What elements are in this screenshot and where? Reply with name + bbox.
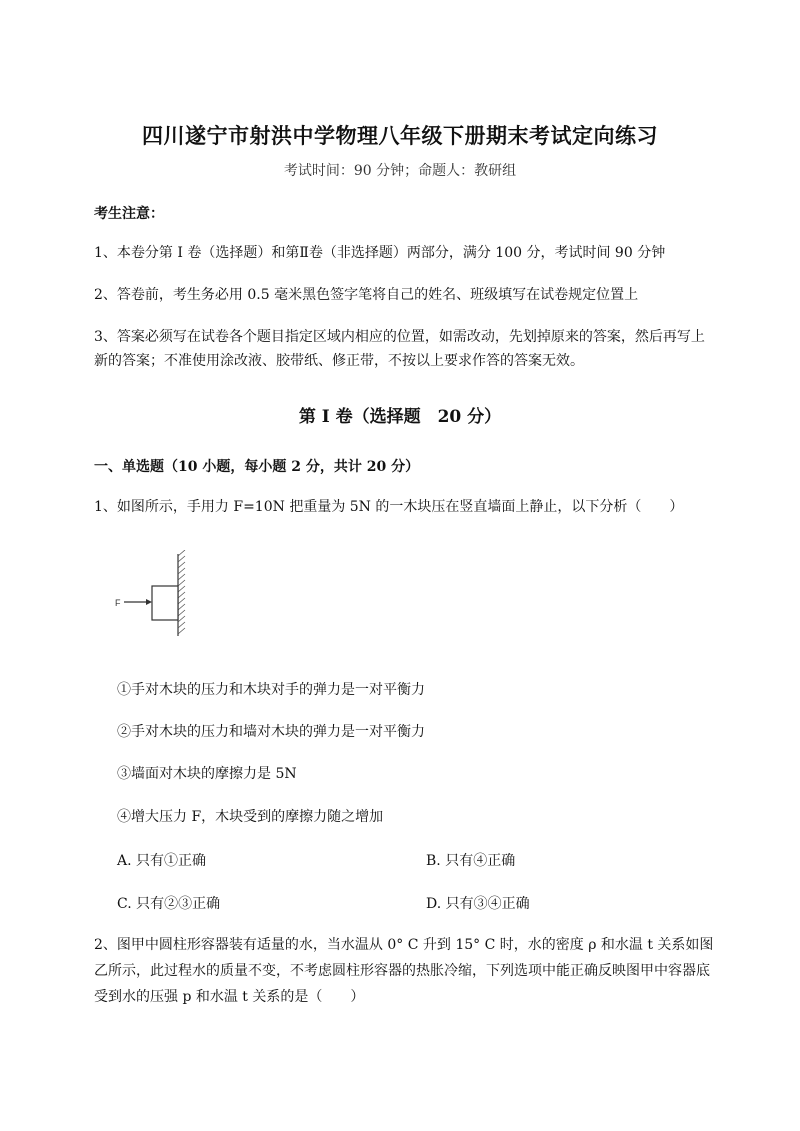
statement-3: ③墙面对木块的摩擦力是 5N: [117, 766, 297, 782]
statement-4: ④增大压力 F，木块受到的摩擦力随之增加: [117, 809, 384, 825]
question-1-stem: 1、如图所示，手用力 F=10N 把重量为 5N 的一木块压在竖直墙面上静止，以下分析（ ）: [94, 499, 684, 515]
exam-info: 考试时间：90 分钟；命题人：教研组: [283, 163, 517, 179]
notice-item-2: 2、答卷前，考生务必用 0.5 毫米黑色签字笔将自己的姓名、班级填写在试卷规定位置上: [94, 287, 639, 303]
option-b[interactable]: B. 只有④正确: [426, 853, 516, 869]
question-2-stem: 2、图甲中圆柱形容器装有适量的水，当水温从 0° C 升到 15° C 时，水的密度 ρ 和水温 t 关系如图乙所示，此过程水的质量不变，不考虑圆柱形容器的热胀冷缩，下列选项中能正确反映图甲中容器底受到水的压强 p 和水温 t 关系的是（ ）: [94, 937, 714, 1005]
option-c[interactable]: C. 只有②③正确: [117, 896, 221, 912]
option-d[interactable]: D. 只有③④正确: [426, 896, 530, 912]
section-title: 第 I 卷（选择题 20 分）: [298, 407, 502, 427]
statement-1: ①手对木块的压力和木块对手的弹力是一对平衡力: [117, 682, 425, 698]
force-diagram: [112, 550, 202, 644]
part-heading: 一、单选题（10 小题，每小题 2 分，共计 20 分）: [94, 459, 420, 475]
statement-2: ②手对木块的压力和墙对木块的弹力是一对平衡力: [117, 724, 425, 740]
force-arrowhead: [146, 599, 152, 605]
notice-item-3: 3、答案必须写在试卷各个题目指定区域内相应的位置，如需改动，先划掉原来的答案，然后再写上新的答案；不准使用涂改液、胶带纸、修正带，不按以上要求作答的答案无效。: [94, 329, 705, 369]
wall-block-figure: [112, 550, 202, 640]
force-label: F: [115, 598, 121, 608]
wood-block: [152, 586, 178, 620]
notice-heading: 考生注意：: [94, 206, 164, 222]
page-title: 四川遂宁市射洪中学物理八年级下册期末考试定向练习: [142, 123, 658, 148]
option-a[interactable]: A. 只有①正确: [117, 853, 207, 869]
wall-hatching: [178, 550, 185, 634]
notice-item-1: 1、本卷分第 I 卷（选择题）和第Ⅱ卷（非选择题）两部分，满分 100 分，考试时间 90 分钟: [94, 245, 666, 261]
